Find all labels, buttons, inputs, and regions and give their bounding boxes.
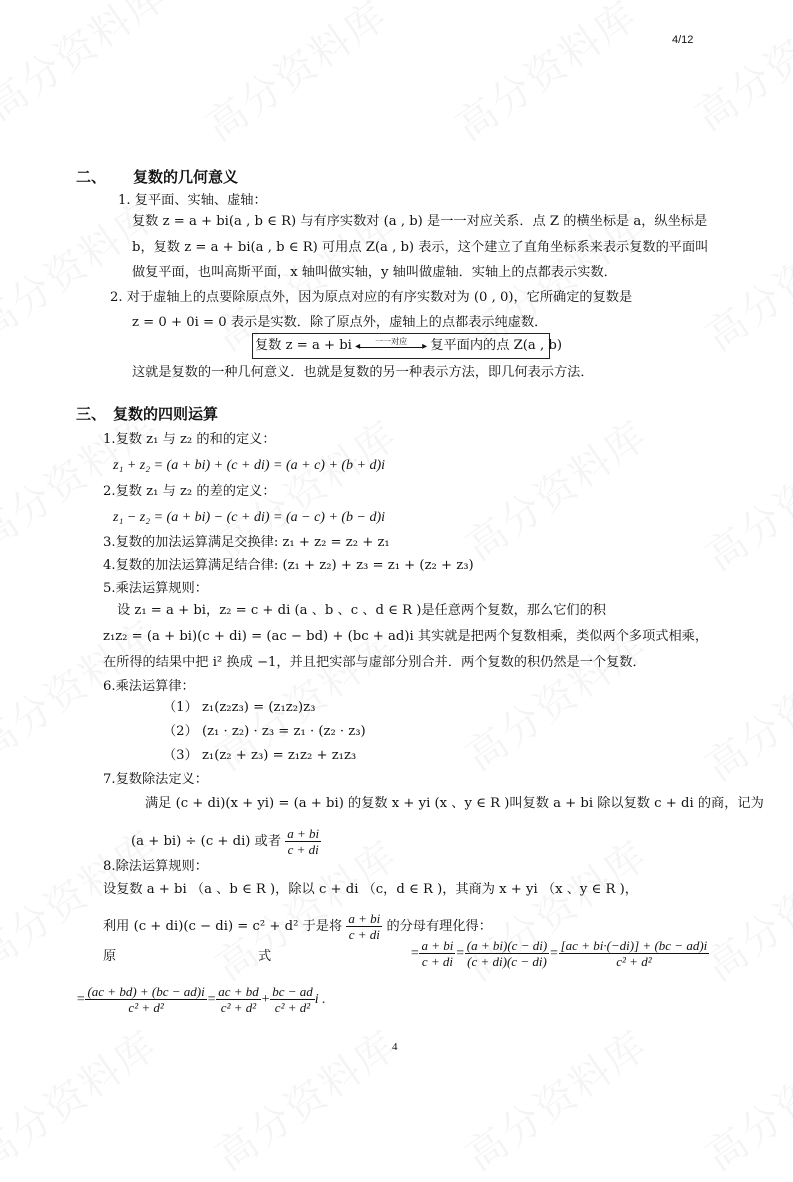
- division-rule-line-1: 设复数 a + bi （a 、b ∈ R )，除以 c + di （c，d ∈ R )，其商为 x + yi （x 、y ∈ R )，: [103, 882, 638, 897]
- correspondence-box-content: [255, 337, 562, 355]
- division-rule-prefix: 利用 (c + di)(c − di) = c² + d² 于是将: [103, 919, 343, 934]
- box-right-text: 复平面内的点 Z(a , b): [430, 338, 562, 353]
- section-2-item-1-line-3: 做复平面，也叫高斯平面，x 轴叫做实轴，y 轴叫做虚轴．实轴上的点都表示实数．: [132, 265, 617, 280]
- shi-char: 式: [258, 949, 272, 964]
- mult-law-1: （1） z₁(z₂z₃) = (z₁z₂)z₃: [163, 700, 316, 715]
- section-2-title: 复数的几何意义: [133, 168, 239, 186]
- division-equation-1: = $\frac{a + bi}{c + di}$ = $\frac{(a + bi)(c - di)}{(c + di)(c - di)}$ = $\frac{[ac + bi\cdot(-di)] + (bc - ad)i}{\text{c² + d²}}$: [410, 938, 708, 969]
- fraction: $\frac{a + bi}{c + di}$: [348, 911, 381, 942]
- watermark-text: [683, 0, 793, 142]
- yuan-char: 原: [103, 949, 117, 964]
- watermark-text: [443, 0, 648, 152]
- watermark-text: [693, 415, 793, 582]
- section-3-number: 三、: [76, 405, 107, 423]
- watermark-text: [453, 1015, 658, 1182]
- watermark-text: [693, 195, 793, 362]
- section-2-item-1-line-1: 复数 z = a + bi(a , b ∈ R) 与有序实数对 (a , b) 是一一对应关系．点 Z 的横坐标是 a，纵坐标是: [132, 214, 708, 229]
- division-rule-suffix: 的分母有理化得：: [386, 919, 492, 934]
- item-1-label: 1.复数 z₁ 与 z₂ 的和的定义：: [103, 432, 276, 447]
- division-rule-label: 8.除法运算规则：: [103, 859, 208, 874]
- watermark-text: [203, 1015, 408, 1182]
- item-3-label: 3.复数的加法运算满足交换律: z₁ + z₂ = z₂ + z₁: [103, 535, 390, 550]
- fraction: $\frac{bc - ad}{\text{c² + d²}}$: [272, 984, 313, 1015]
- item-2-formula: z₁ − z₂ = (a + bi) − (c + di) = (a − c) + (b − d)i: [113, 510, 386, 525]
- division-def-prefix: (a + bi) ÷ (c + di) 或者: [131, 834, 282, 849]
- mult-laws-label: 6.乘法运算律：: [103, 679, 195, 694]
- mult-rule-line-3: 在所得的结果中把 i² 换成 −1，并且把实部与虚部分别合并．两个复数的积仍然是一个复数．: [103, 655, 646, 670]
- section-2-number: 二、: [76, 168, 107, 186]
- watermark-text: [0, 0, 177, 132]
- arrow-label: 一一对应: [375, 336, 408, 346]
- item-4-label: 4.复数的加法运算满足结合律: (z₁ + z₂) + z₃ = z₁ + (z₂ + z₃): [103, 558, 474, 573]
- watermark-text: [453, 405, 658, 572]
- item-2-label: 2.复数 z₁ 与 z₂ 的差的定义：: [103, 484, 276, 499]
- fraction: $\frac{(ac + bd) + (bc - ad)i}{\text{c² + d²}}$: [87, 984, 205, 1015]
- mult-rule-label: 5.乘法运算规则：: [103, 581, 208, 596]
- section-2-conclusion: 这就是复数的一种几何意义．也就是复数的另一种表示方法，即几何表示方法．: [132, 365, 594, 380]
- watermark-text: [693, 625, 793, 792]
- section-2-item-1-title: 1. 复平面、实轴、虚轴：: [118, 193, 267, 208]
- fraction: $\frac{a + bi}{c + di}$: [287, 826, 320, 857]
- fraction: $\frac{a + bi}{c + di}$: [421, 938, 454, 969]
- box-left-text: 复数 z = a + bi: [255, 338, 352, 353]
- mult-law-2: （2） (z₁ · z₂) · z₃ = z₁ · (z₂ · z₃): [163, 724, 366, 739]
- section-2-item-2-line-1: 2. 对于虚轴上的点要除原点外，因为原点对应的有序实数对为 (0 , 0)，它所确定的复数是: [110, 290, 633, 305]
- fraction: $\frac{[ac + bi\cdot(-di)] + (bc - ad)i}{\text{c² + d²}}$: [560, 938, 708, 969]
- section-3-title: 复数的四则运算: [113, 405, 219, 423]
- page-number: 4: [392, 1041, 398, 1053]
- fraction: $\frac{(a + bi)(c - di)}{(c + di)(c - di)}$: [466, 938, 548, 969]
- mult-rule-line-1: 设 z₁ = a + bi，z₂ = c + di (a 、b 、c 、d ∈ R )是任意两个复数，那么它们的积: [117, 603, 606, 618]
- division-def-label: 7.复数除法定义：: [103, 772, 208, 787]
- page-indicator: 4/12: [672, 34, 694, 46]
- fraction: $\frac{ac + bd}{\text{c² + d²}}$: [218, 984, 259, 1015]
- mult-law-3: （3） z₁(z₂ + z₃) = z₁z₂ + z₁z₃: [163, 748, 357, 763]
- double-arrow-icon: 一一对应 ◂ ▸: [356, 339, 426, 353]
- division-def-line-1: 满足 (c + di)(x + yi) = (a + bi) 的复数 x + yi (x 、y ∈ R )叫复数 a + bi 除以复数 c + di 的商，记为: [145, 796, 764, 811]
- watermark-text: [0, 1015, 167, 1182]
- item-1-formula: z₁ + z₂ = (a + bi) + (c + di) = (a + c) + (b + d)i: [113, 458, 386, 473]
- division-equation-2: = $\frac{(ac + bd) + (bc - ad)i}{\text{c² + d²}}$ = $\frac{ac + bd}{\text{c² + d²}}$ + $\frac{bc - ad}{\text{c² + d²}}$ i .: [76, 984, 326, 1015]
- section-2-item-2-line-2: z = 0 + 0i = 0 表示是实数．除了原点外，虚轴上的点都表示纯虚数．: [132, 315, 548, 330]
- watermark-text: [693, 1015, 793, 1182]
- mult-rule-line-2: z₁z₂ = (a + bi)(c + di) = (ac − bd) + (bc + ad)i 其实就是把两个复数相乘，类似两个多项式相乘，: [103, 629, 709, 644]
- watermark-text: [193, 0, 398, 152]
- section-2-item-1-line-2: b，复数 z = a + bi(a , b ∈ R) 可用点 Z(a , b) 表示，这个建立了直角坐标系来表示复数的平面叫: [132, 240, 709, 255]
- division-def-line-2: [131, 826, 321, 857]
